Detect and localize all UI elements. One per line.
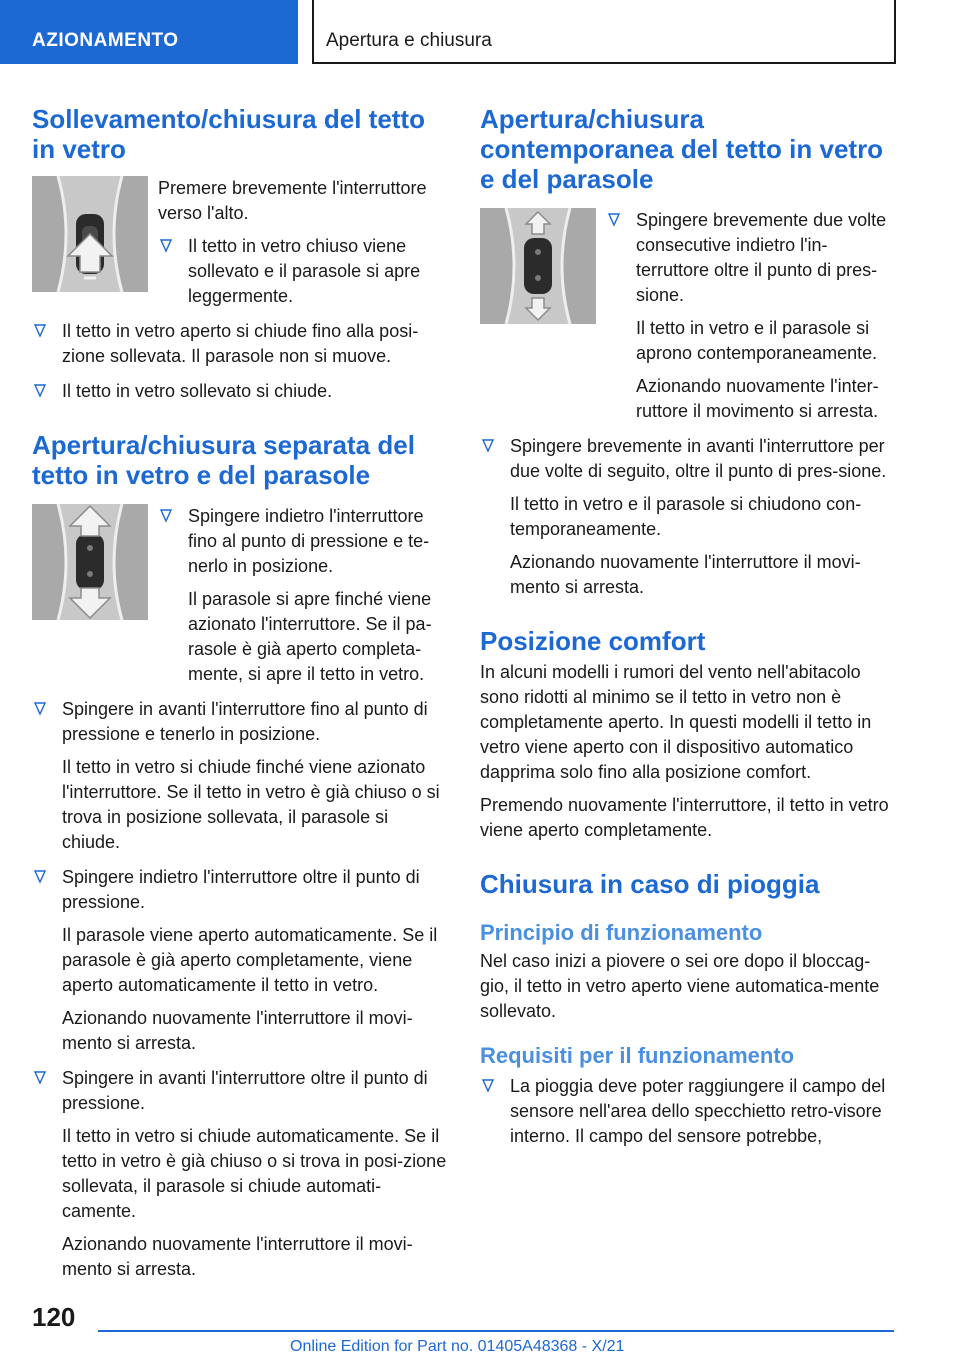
page-number: 120: [32, 1302, 76, 1332]
heading-posizione-comfort: Posizione comfort: [480, 626, 706, 656]
list-item: Spingere in avanti l'interruttore fino al punto di pressione e tenerlo in posizione. Il tetto in vetro si chiude finché viene azionato l'interruttore. Se il tetto in vetro è già chiuso o si trova in posizione sollevata, il parasole si chiude.: [32, 697, 450, 855]
list-item: Spingere brevemente in avanti l'interruttore per due volte di seguito, oltre il punto di pres-sione. Il tetto in vetro e il parasole si chiudono con-temporaneamente. Azionando nuovamente l'interruttore il movi-mento si arresta.: [480, 434, 898, 600]
heading-separata: Apertura/chiusura separata del tetto in vetro e del parasole: [32, 430, 415, 490]
heading-pioggia: Chiusura in caso di pioggia: [480, 869, 820, 899]
list-item: Spingere in avanti l'interruttore oltre il punto di pressione. Il tetto in vetro si chiude automaticamente. Se il tetto in vetro è già chiuso o si trova in posi-zione sollevata, il parasole si chiude automati-camente. Azionando nuovamente l'interruttore il movi-mento si arresta.: [32, 1066, 450, 1282]
footer-divider: [98, 1330, 894, 1332]
list-item: Il tetto in vetro sollevato si chiude.: [32, 379, 450, 404]
list-item: Il tetto in vetro aperto si chiude fino alla posi-zione sollevata. Il parasole non si muove.: [32, 319, 450, 369]
right-column: [480, 104, 898, 1149]
edition-note: Online Edition for Part no. 01405A48368 - X/21: [290, 1338, 625, 1355]
triangle-bullet-icon: [34, 870, 46, 884]
intro-text: Premere brevemente l'interruttore verso l'alto.: [158, 178, 427, 223]
list-item: Spingere brevemente due volte consecutive indietro l'in-terruttore oltre il punto di pres-sione. Il tetto in vetro e il parasole si aprono contemporaneamente. Azionando nuovamente l'inter-ruttore il movimento si arresta.: [606, 208, 898, 424]
triangle-bullet-icon: [34, 1071, 46, 1085]
list-item: La pioggia deve poter raggiungere il campo del sensore nell'area dello specchietto retro-visore interno. Il campo del sensore potrebbe,: [480, 1074, 898, 1149]
triangle-bullet-icon: [160, 509, 172, 523]
switch-updown-icon: [480, 208, 596, 324]
subheading-principio: Principio di funzionamento: [480, 920, 763, 945]
list-item: Spingere indietro l'interruttore fino al punto di pressione e te-nerlo in posizione. Il parasole si apre finché viene azionato l'interruttore. Se il pa-rasole è già aperto completa-mente, si apre il tetto in vetro.: [158, 504, 450, 687]
list-item: Il tetto in vetro chiuso viene sollevato e il parasole si apre leggermente.: [158, 234, 450, 309]
triangle-bullet-icon: [34, 324, 46, 338]
triangle-bullet-icon: [482, 439, 494, 453]
chapter-title: Apertura e chiusura: [312, 0, 896, 64]
triangle-bullet-icon: [160, 239, 172, 253]
list-item: Spingere indietro l'interruttore oltre il punto di pressione. Il parasole viene aperto automaticamente. Se il parasole è già aperto completamente, viene aperto automaticamente il tetto in vetro. Azionando nuovamente l'interruttore il movi-mento si arresta.: [32, 865, 450, 1056]
heading-sollevamento: Sollevamento/chiusura del tetto in vetro: [32, 104, 425, 164]
heading-contemporanea: Apertura/chiusura contemporanea del tetto in vetro e del parasole: [480, 104, 884, 194]
paragraph: Premendo nuovamente l'interruttore, il tetto in vetro viene aperto completamente.: [480, 795, 889, 840]
paragraph: In alcuni modelli i rumori del vento nell'abitacolo sono ridotti al minimo se il tetto in vetro non è completamente aperto. In questi modelli il tetto in vetro viene aperto con il dispositivo automatico dapprima solo fino alla posizione comfort.: [480, 662, 872, 782]
triangle-bullet-icon: [482, 1079, 494, 1093]
switch-up-icon: [32, 176, 148, 292]
triangle-bullet-icon: [608, 213, 620, 227]
figure-row-1: [32, 176, 450, 309]
triangle-bullet-icon: [34, 702, 46, 716]
section-tab: AZIONAMENTO: [0, 0, 298, 64]
paragraph: Nel caso inizi a piovere o sei ore dopo il bloccag-gio, il tetto in vetro aperto viene automatica-mente sollevato.: [480, 951, 880, 1021]
switch-updown-icon: [32, 504, 148, 620]
left-column: [32, 104, 450, 1282]
figure-row-2: [32, 504, 450, 687]
figure-row-3: [480, 208, 898, 424]
subheading-requisiti: Requisiti per il funzionamento: [480, 1043, 795, 1068]
triangle-bullet-icon: [34, 384, 46, 398]
